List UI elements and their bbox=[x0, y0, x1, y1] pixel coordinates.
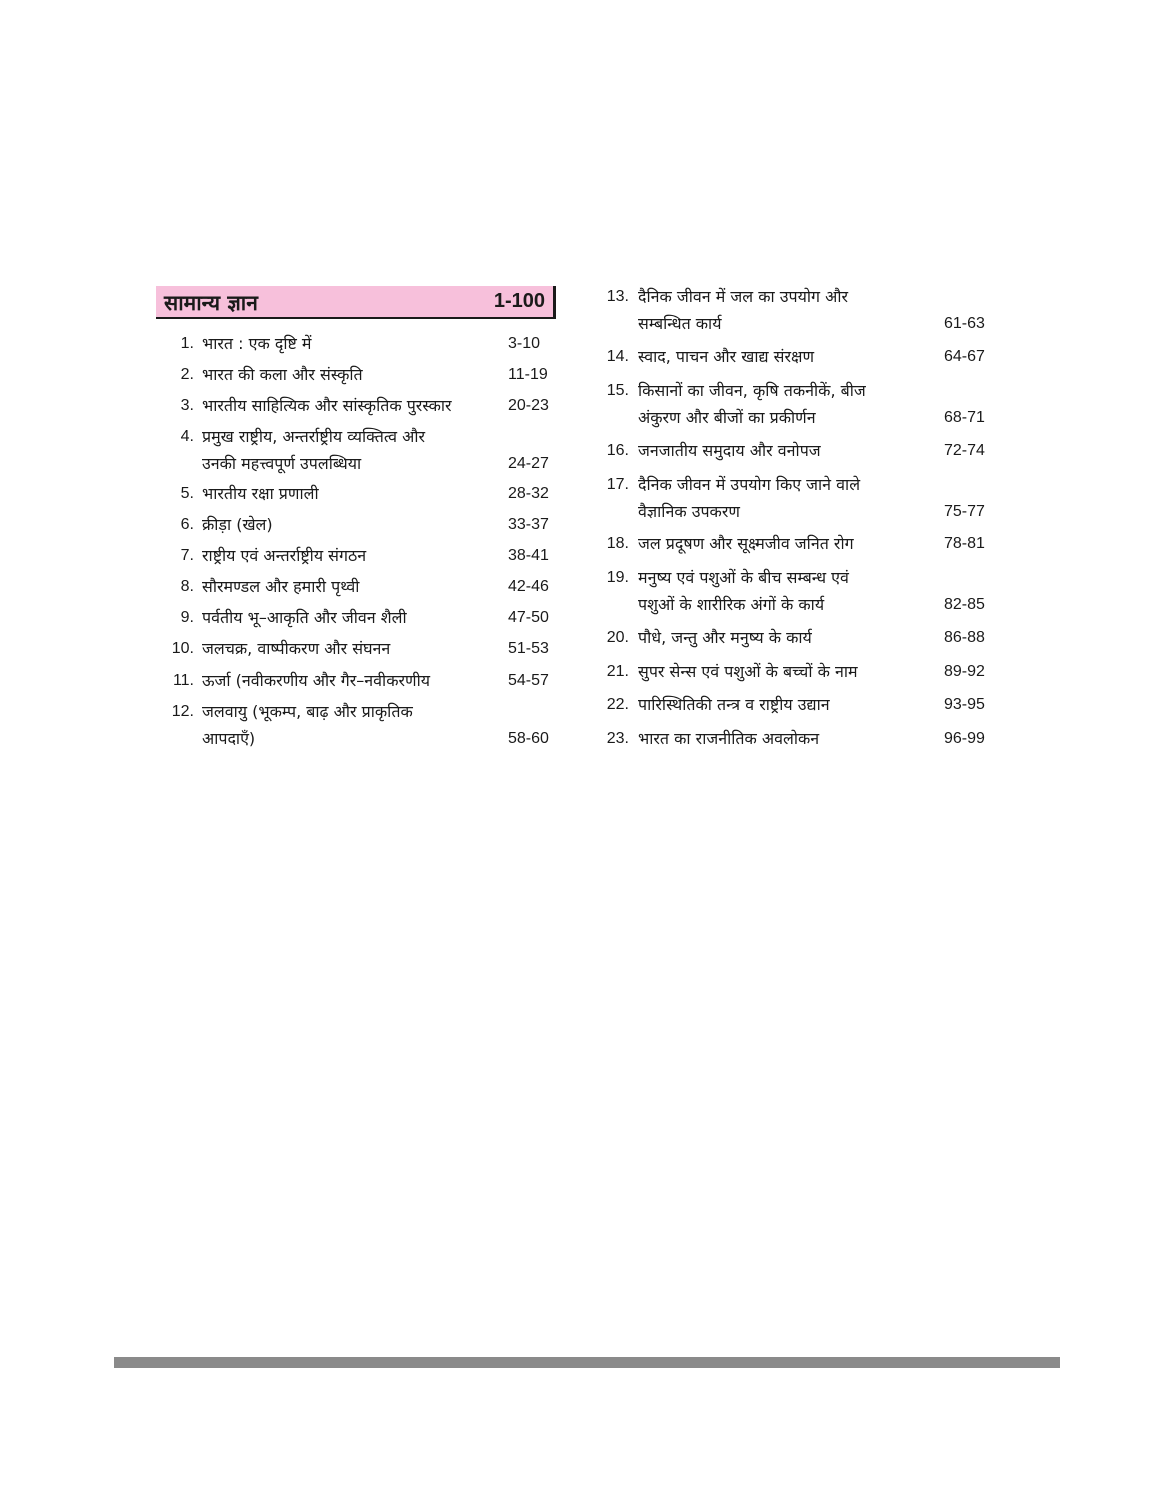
toc-entry-title: राष्ट्रीय एवं अन्तर्राष्ट्रीय संगठन bbox=[202, 546, 367, 565]
toc-entry-title: स्वाद, पाचन और खाद्य संरक्षण bbox=[638, 347, 815, 366]
toc-entry-title: प्रमुख राष्ट्रीय, अन्तर्राष्ट्रीय व्यक्तित्व और bbox=[202, 427, 426, 446]
toc-entry-title: जलवायु (भूकम्प, बाढ़ और प्राकृतिक bbox=[202, 702, 413, 721]
toc-entry-number: 7. bbox=[180, 547, 194, 564]
toc-entry-title: सुपर सेन्स एवं पशुओं के बच्चों के नाम bbox=[638, 662, 858, 681]
toc-entry-title: पर्वतीय भू–आकृति और जीवन शैली bbox=[202, 608, 407, 627]
footer-bar bbox=[114, 1357, 1060, 1368]
toc-entry-title-continued: आपदाएँ) bbox=[202, 729, 256, 748]
toc-entry-title-continued: उनकी महत्त्वपूर्ण उपलब्धिया bbox=[202, 454, 362, 473]
toc-entry-pages: 78-81 bbox=[944, 535, 985, 552]
toc-entry-title: जलचक्र, वाष्पीकरण और संघनन bbox=[202, 639, 391, 658]
toc-entry-number: 12. bbox=[171, 703, 194, 720]
toc-entry-title: भारतीय रक्षा प्रणाली bbox=[202, 484, 319, 503]
toc-entry-pages: 89-92 bbox=[944, 663, 985, 680]
toc-entry-pages: 86-88 bbox=[944, 629, 985, 646]
toc-entry-number: 5. bbox=[180, 485, 194, 502]
toc-entry-title: भारतीय साहित्यिक और सांस्कृतिक पुरस्कार bbox=[202, 396, 452, 415]
toc-entry-title: सौरमण्डल और हमारी पृथ्वी bbox=[202, 577, 360, 596]
toc-entry-pages: 3-10 bbox=[508, 335, 541, 352]
toc-entry-pages: 58-60 bbox=[508, 730, 549, 747]
toc-entry-pages: 51-53 bbox=[508, 640, 549, 657]
toc-entry-title: दैनिक जीवन में उपयोग किए जाने वाले bbox=[638, 475, 861, 494]
toc-entry-title: किसानों का जीवन, कृषि तकनीकें, बीज bbox=[638, 381, 866, 400]
toc-entry-number: 22. bbox=[606, 696, 629, 713]
section-page-range: 1-100 bbox=[493, 290, 545, 312]
toc-entry-title: पारिस्थितिकी तन्त्र व राष्ट्रीय उद्यान bbox=[638, 695, 830, 714]
toc-entry-number: 17. bbox=[606, 476, 629, 493]
toc-entry-number: 4. bbox=[180, 428, 194, 445]
toc-entry-pages: 24-27 bbox=[508, 455, 549, 472]
toc-entry-pages: 54-57 bbox=[508, 672, 549, 689]
toc-entry-number: 2. bbox=[180, 366, 194, 383]
toc-entry-pages: 47-50 bbox=[508, 609, 549, 626]
section-title: सामान्य ज्ञान bbox=[164, 291, 258, 315]
toc-entry-title: ऊर्जा (नवीकरणीय और गैर–नवीकरणीय bbox=[202, 671, 431, 690]
toc-entry-number: 20. bbox=[606, 629, 629, 646]
toc-entry-title: जनजातीय समुदाय और वनोपज bbox=[638, 441, 821, 460]
toc-entry-pages: 64-67 bbox=[944, 348, 985, 365]
toc-entry-number: 15. bbox=[606, 382, 629, 399]
toc-entry-pages: 11-19 bbox=[508, 366, 548, 383]
toc-entry-number: 19. bbox=[606, 569, 629, 586]
toc-entry-number: 13. bbox=[606, 288, 629, 305]
toc-entry-title: पौधे, जन्तु और मनुष्य के कार्य bbox=[638, 628, 812, 647]
toc-entry-number: 1. bbox=[180, 335, 194, 352]
toc-entry-pages: 20-23 bbox=[508, 397, 549, 414]
toc-entry-title-continued: अंकुरण और बीजों का प्रकीर्णन bbox=[638, 408, 816, 427]
toc-entry-number: 9. bbox=[180, 609, 194, 626]
toc-entry-pages: 28-32 bbox=[508, 485, 549, 502]
toc-entry-pages: 42-46 bbox=[508, 578, 549, 595]
toc-entry-title: भारत का राजनीतिक अवलोकन bbox=[638, 729, 820, 748]
toc-entry-title-continued: सम्बन्धित कार्य bbox=[638, 314, 722, 333]
toc-entry-title: जल प्रदूषण और सूक्ष्मजीव जनित रोग bbox=[638, 534, 854, 553]
toc-entry-title: दैनिक जीवन में जल का उपयोग और bbox=[638, 287, 849, 306]
toc-entry-number: 21. bbox=[606, 663, 629, 680]
toc-entry-pages: 96-99 bbox=[944, 730, 985, 747]
toc-entry-number: 11. bbox=[172, 672, 194, 689]
toc-entry-pages: 75-77 bbox=[944, 503, 985, 520]
toc-entry-title: भारत की कला और संस्कृति bbox=[202, 365, 363, 384]
toc-entry-number: 16. bbox=[606, 442, 629, 459]
section-header bbox=[156, 286, 556, 319]
toc-entry-number: 6. bbox=[180, 516, 194, 533]
toc-entry-number: 23. bbox=[606, 730, 629, 747]
toc-entry-number: 8. bbox=[180, 578, 194, 595]
toc-entry-title-continued: वैज्ञानिक उपकरण bbox=[638, 502, 740, 521]
toc-entry-pages: 72-74 bbox=[944, 442, 985, 459]
toc-entry-title: क्रीड़ा (खेल) bbox=[202, 515, 273, 534]
toc-entry-pages: 93-95 bbox=[944, 696, 985, 713]
toc-entry-title: भारत : एक दृष्टि में bbox=[202, 334, 312, 353]
toc-entry-number: 18. bbox=[606, 535, 629, 552]
toc-entry-pages: 38-41 bbox=[508, 547, 549, 564]
toc-entry-pages: 68-71 bbox=[944, 409, 985, 426]
toc-entry-pages: 33-37 bbox=[508, 516, 549, 533]
toc-entry-number: 3. bbox=[180, 397, 194, 414]
toc-entry-number: 14. bbox=[606, 348, 629, 365]
toc-entry-number: 10. bbox=[171, 640, 194, 657]
toc-entry-title: मनुष्य एवं पशुओं के बीच सम्बन्ध एवं bbox=[638, 568, 849, 587]
toc-entry-pages: 61-63 bbox=[944, 315, 985, 332]
toc-entry-pages: 82-85 bbox=[944, 596, 985, 613]
toc-entry-title-continued: पशुओं के शारीरिक अंगों के कार्य bbox=[638, 595, 825, 614]
